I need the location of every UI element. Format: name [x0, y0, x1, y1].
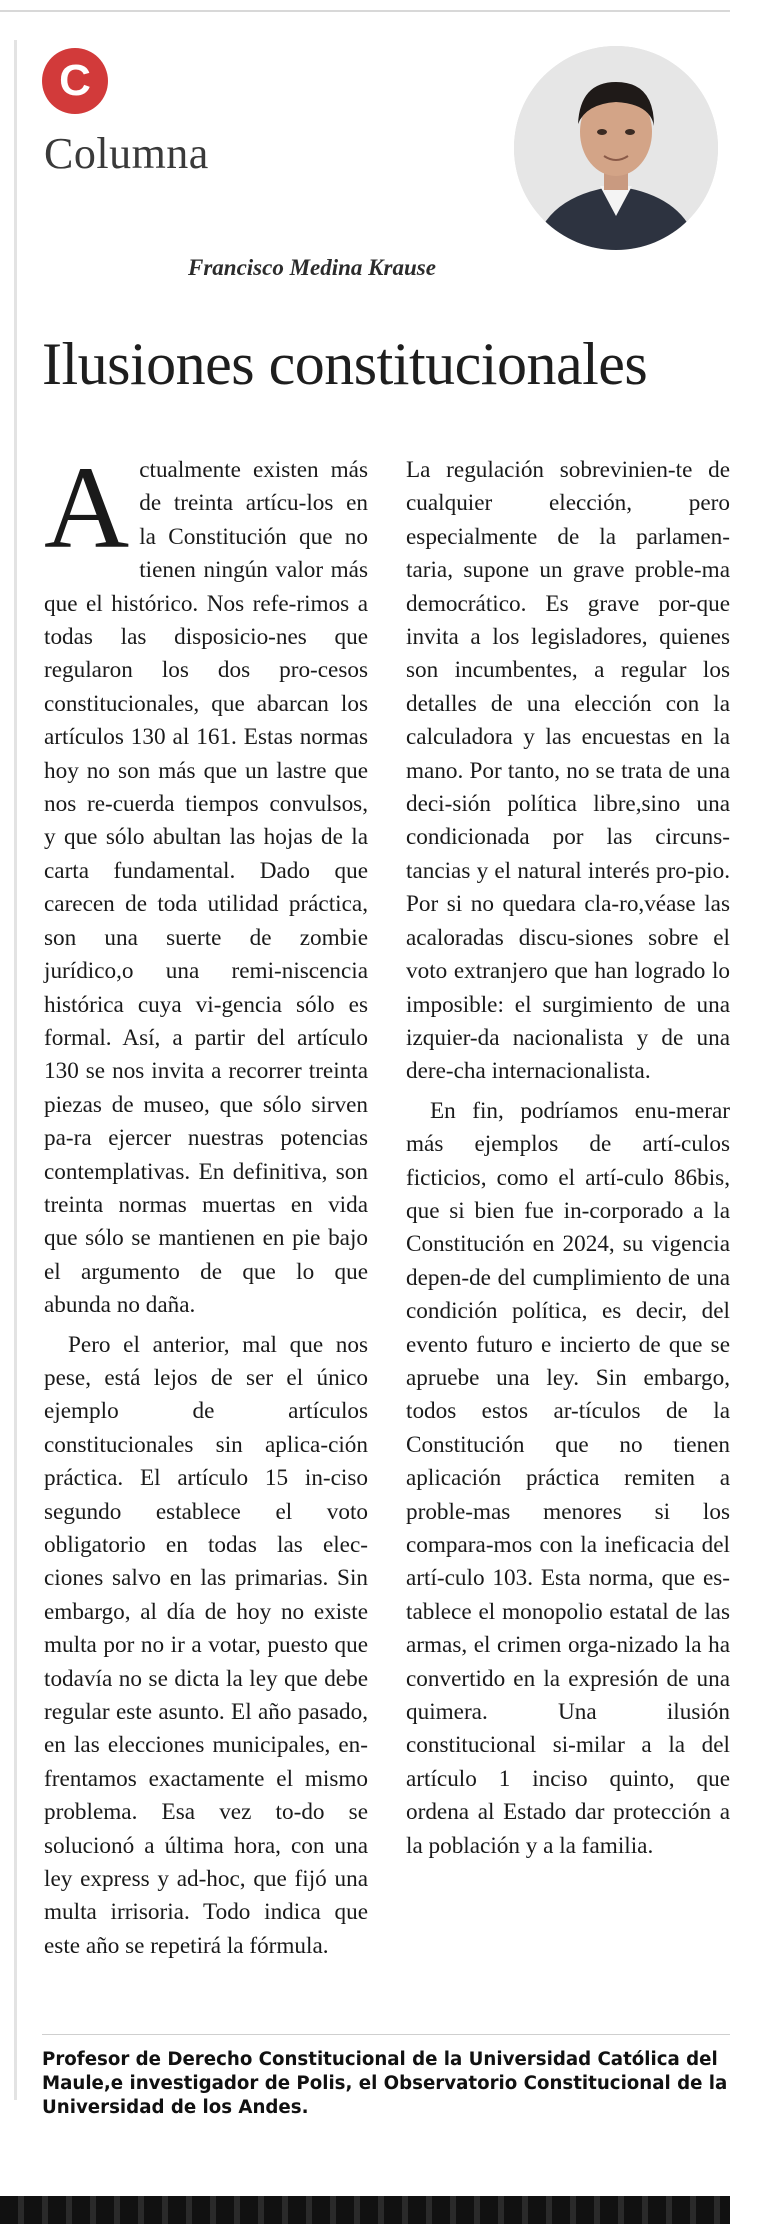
article-title: Ilusiones constitucionales: [42, 331, 648, 397]
bottom-image-strip: [0, 2196, 730, 2224]
article-column-right: [406, 454, 730, 1863]
author-name: Francisco Medina Krause: [188, 255, 436, 280]
left-margin-rule: [14, 40, 17, 2100]
section-badge: C: [42, 48, 108, 114]
top-rule: [0, 10, 730, 12]
article-column-left: [44, 442, 368, 1963]
paragraph-4: En fin, podríamos enu-merar más ejemplos de artí-culos ficticios, como el artí-culo 86bis, que si bien fue in-corporado a la Constitución en 2024, su vigencia depen-de del cumplimiento de una condición política, es decir, del evento futuro e incierto de que se apruebe una ley. Sin embargo, todos estos ar-tículos de la Constitución que no tienen aplicación práctica remiten a proble-mas menores si los compara-mos con la ineficacia del artí-culo 103. Esta norma, que es-tablece el monopolio estatal de las armas, el crimen orga-nizado la ha convertido en la expresión de una quimera. Una ilusión constitucional si-milar a la del artículo 1 inciso quinto, que ordena al Estado dar protección a la población y a la familia.: [406, 1097, 730, 1859]
footer-divider: [42, 2034, 730, 2035]
drop-cap: A: [44, 442, 130, 573]
section-name: Columna: [44, 129, 209, 178]
author-photo: [514, 46, 718, 250]
paragraph-1: [44, 442, 368, 1323]
paragraph-3: La regulación sobrevinien-te de cualquier elección, pero especialmente de la parlamen-taria, supone un grave proble-ma democrático. Es grave por-que invita a los legisladores, quienes son incumbentes, a regular los detalles de una elección con la calculadora y las encuestas en la mano. Por tanto, no se trata de una deci-sión política libre,sino una condicionada por las circuns-tancias y el natural interés pro-pio. Por si no quedara cla-ro,véase las acaloradas discu-siones sobre el voto extranjero que han logrado lo imposible: el surgimiento de una izquier-da nacionalista y de una dere-cha internacionalista.: [406, 457, 730, 1085]
paragraph-1-text: ctualmente existen más de treinta artícu-los en la Constitución que no tienen ningún valor más que el histórico. Nos refe-rimos a todas las disposicio-nes que regularon los dos pro-cesos constitucionales, que abarcan los artículos 130 al 161. Estas normas hoy no son más que un lastre que nos re-cuerda tiempos convulsos, y que sólo abultan las hojas de la carta fundamental. Dado que carecen de toda utilidad práctica, son una suerte de zombie jurídico,o una remi-niscencia histórica cuya vi-gencia sólo es formal. Así, a partir del artículo 130 se nos invita a recorrer treinta piezas de museo, que sólo sirven pa-ra ejercer nuestras potencias contemplativas. En definitiva, son treinta normas muertas en vida que sólo se mantienen en pie bajo el argumento de que lo que abunda no daña.: [44, 457, 368, 1319]
author-portrait-icon: [514, 46, 718, 250]
paragraph-2: Pero el anterior, mal que nos pese, está lejos de ser el único ejemplo de artículos constitucionales sin aplica-ción práctica. El artículo 15 in-ciso segundo establece el voto obligatorio en todas las elec-ciones salvo en las primarias. Sin embargo, al día de hoy no existe multa por no ir a votar, puesto que todavía no se dicta la ley que debe regular este asunto. El año pasado, en las elecciones municipales, en-frentamos exactamente el mismo problema. Esa vez to-do se solucionó a última hora, con una ley express y ad-hoc, que fijó una multa irrisoria. Todo indica que este año se repetirá la fórmula.: [44, 1331, 368, 1959]
author-bio: Profesor de Derecho Constitucional de la Universidad Católica del Maule,e investigador de Polis, el Observatorio Constitucional de la Universidad de los Andes.: [42, 2049, 728, 2118]
